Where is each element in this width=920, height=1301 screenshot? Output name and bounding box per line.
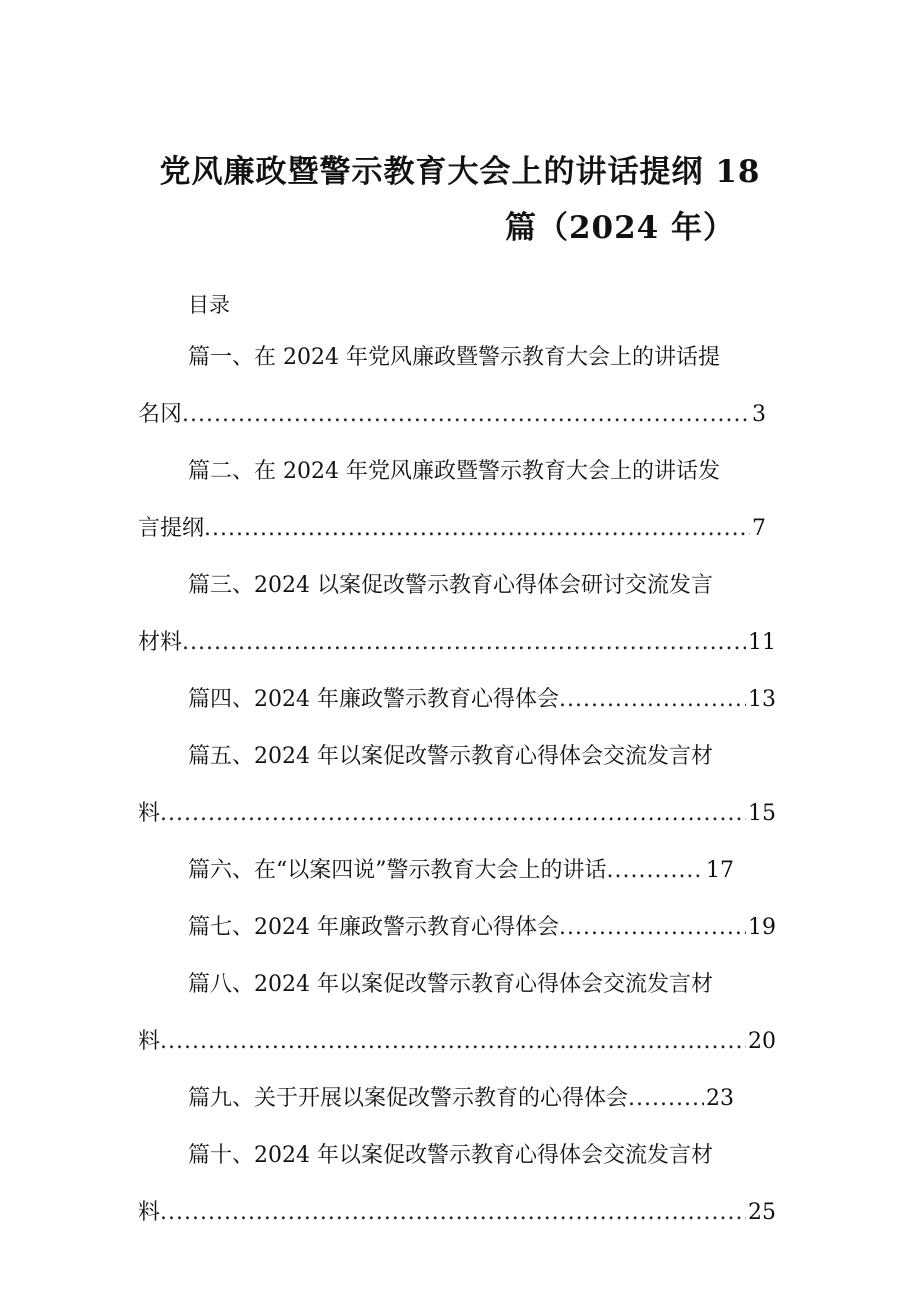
toc-entry-3-line2: 材料 xyxy=(138,630,183,655)
toc-entry-2-leader[interactable] xyxy=(138,514,766,544)
toc-entry-6-page: 17 xyxy=(706,858,734,883)
dot-leader xyxy=(182,628,746,658)
dot-leader xyxy=(559,913,746,943)
toc-entry-7-page: 19 xyxy=(748,915,776,940)
toc-entry-10-line2: 料 xyxy=(138,1200,161,1225)
toc-entry-5-line2: 料 xyxy=(138,801,161,826)
dot-leader xyxy=(607,856,705,886)
toc-entry-7-line1: 篇七、2024 年廉政警示教育心得体会 xyxy=(188,915,559,940)
toc-entry-10-line1[interactable]: 篇十、2024 年以案促改警示教育心得体会交流发言材 xyxy=(188,1143,713,1168)
toc-entry-1-leader[interactable] xyxy=(138,400,766,430)
toc-entry-3-line1[interactable]: 篇三、2024 以案促改警示教育心得体会研讨交流发言 xyxy=(188,573,713,598)
toc-entry-3-page: 11 xyxy=(748,630,776,655)
toc-entry-2-line2: 言提纲 xyxy=(138,516,205,541)
toc-entry-5-leader[interactable] xyxy=(138,799,776,829)
dot-leader xyxy=(559,685,746,715)
toc-entry-8-leader[interactable] xyxy=(138,1027,776,1057)
toc-entry-6-line1: 篇六、在“以案四说”警示教育大会上的讲话 xyxy=(188,858,607,883)
toc-entry-7[interactable] xyxy=(188,913,776,943)
toc-entry-10-leader[interactable] xyxy=(138,1198,776,1228)
toc-entry-8-page: 20 xyxy=(748,1029,776,1054)
toc-label: 目录 xyxy=(188,293,230,317)
toc-entry-8-line1[interactable]: 篇八、2024 年以案促改警示教育心得体会交流发言材 xyxy=(188,972,713,997)
title-line-1: 党风廉政暨警示教育大会上的讲话提纲 18 xyxy=(159,154,761,190)
toc-entry-1-page: 3 xyxy=(752,402,766,427)
dot-leader xyxy=(182,400,750,430)
toc-entry-2-line1[interactable]: 篇二、在 2024 年党风廉政暨警示教育大会上的讲话发 xyxy=(188,459,720,484)
toc-entry-2-page: 7 xyxy=(752,516,766,541)
toc-entry-4-line1: 篇四、2024 年廉政警示教育心得体会 xyxy=(188,687,559,712)
title-line-2: 篇（2024 年） xyxy=(504,210,736,246)
toc-entry-4-page: 13 xyxy=(748,687,776,712)
toc-entry-8-line2: 料 xyxy=(138,1029,161,1054)
toc-entry-1-line1[interactable]: 篇一、在 2024 年党风廉政暨警示教育大会上的讲话提 xyxy=(188,345,720,370)
dot-leader xyxy=(160,799,746,829)
toc-entry-9-line1: 篇九、关于开展以案促改警示教育的心得体会 xyxy=(188,1086,629,1111)
toc-entry-9-page: 23 xyxy=(706,1086,734,1111)
toc-entry-9[interactable] xyxy=(188,1084,734,1114)
toc-entry-1-line2: 名冈 xyxy=(138,402,183,427)
toc-entry-4[interactable] xyxy=(188,685,776,715)
dot-leader xyxy=(160,1027,746,1057)
toc-entry-6[interactable] xyxy=(188,856,734,886)
dot-leader xyxy=(628,1084,704,1114)
toc-entry-3-leader[interactable] xyxy=(138,628,776,658)
dot-leader xyxy=(204,514,750,544)
toc-entry-5-page: 15 xyxy=(748,801,776,826)
toc-entry-5-line1[interactable]: 篇五、2024 年以案促改警示教育心得体会交流发言材 xyxy=(188,744,713,769)
toc-entry-10-page: 25 xyxy=(748,1200,776,1225)
dot-leader xyxy=(160,1198,746,1228)
